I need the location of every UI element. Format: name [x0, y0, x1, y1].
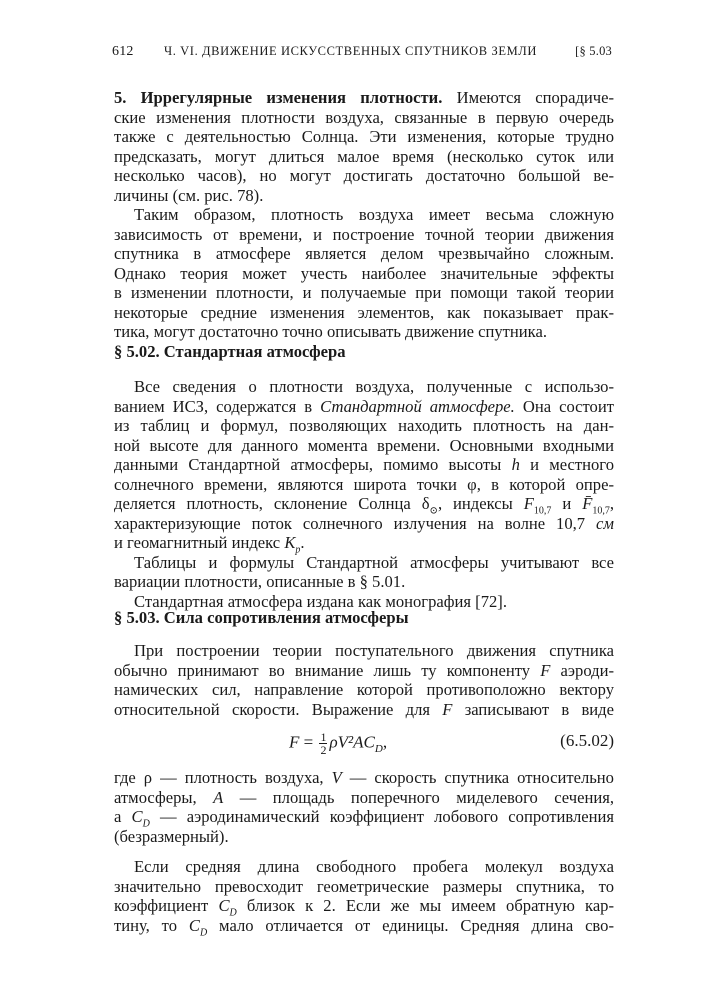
text-line: ванием ИСЗ, содержатся в Стандартной атмосфере. Она состоит — [114, 396, 614, 416]
running-title: Ч. VI. ДВИЖЕНИЕ ИСКУССТВЕННЫХ СПУТНИКОВ ЗЕМЛИ — [164, 44, 537, 58]
text-line: обычно принимают во внимание лишь ту компоненту F аэроди- — [114, 660, 614, 680]
section-5-03-definitions — [114, 768, 614, 846]
text-line: ной высоте для данного момента времени. Основными входными — [114, 435, 614, 455]
text-line: Стандартная атмосфера издана как монография [72]. — [134, 591, 507, 611]
text-line: солнечного времени, являются широта точки φ, в которой опре- — [114, 474, 614, 494]
text-line: (безразмерный). — [114, 826, 229, 846]
text-line: намических сил, направление которой противоположно вектору — [114, 680, 614, 699]
text-line: значительно превосходит геометрические размеры спутника, то — [114, 876, 614, 896]
text-line: тину, то $C_D$ мало отличается от единицы. Средняя длина сво- — [114, 915, 614, 938]
text-line: также с деятельностью Солнца. Эти изменения, которые трудно — [114, 127, 614, 146]
text-line: тика, могут достаточно точно описывать движение спутника. — [114, 322, 547, 341]
text-line: Все сведения о плотности воздуха, полученные с использо- — [134, 377, 614, 396]
formula-expression: F = $\frac{1}{2}$ $\rho V^2AC_D$, — [289, 730, 388, 757]
fraction-one-half: $\frac{1}{2}$ — [320, 730, 327, 757]
text-line: данными Стандартной атмосферы, помимо высоты h и местного — [114, 455, 614, 474]
page-number: 612 — [112, 44, 134, 59]
text-line: Однако теория может учесть наиболее значительные эффекты — [114, 263, 614, 283]
text-line: зависимость от времени, и построение точной теории движения — [114, 224, 614, 244]
text-line: в изменении плотности, и получаемые при помощи такой теории — [114, 283, 614, 302]
inline-heading: 5. Иррегулярные изменения плотности. — [114, 88, 443, 107]
section-5-02-body — [114, 377, 614, 611]
text-line: предсказать, могут длиться малое время (несколько суток или — [114, 146, 614, 166]
text-line: Таким образом, плотность воздуха имеет весьма сложную — [134, 205, 614, 224]
text-line: где ρ — плотность воздуха, V — скорость спутника относительно — [114, 768, 614, 787]
running-header — [112, 44, 612, 64]
section-5-03-intro — [114, 641, 614, 719]
text-line: несколько часов), но могут достигать достаточно большой ве- — [114, 166, 614, 185]
text-line: деляется плотность, склонение Солнца $\delta_⊙$, индексы $F_{10,7}$ и $F̄_{10,7}$, — [114, 494, 614, 517]
text-line: личины (см. рис. 78). — [114, 185, 264, 205]
section-reference: [§ 5.03 — [575, 44, 612, 58]
text-line: спутника в атмосфере является делом чрезвычайно сложным. — [114, 244, 614, 263]
text-line: и геомагнитный индекс $K_p$. — [114, 533, 305, 556]
text-line: Таблицы и формулы Стандартной атмосферы учитывают все — [134, 552, 614, 572]
section-heading-5-03: § 5.03. Сила сопротивления атмосферы — [114, 608, 409, 627]
section-5-03-last-paragraph — [114, 857, 615, 938]
text-line: характеризующие поток солнечного излучения на волне 10,7 см — [114, 513, 614, 533]
text-line: некоторые средние изменения элементов, как показывает прак- — [114, 302, 614, 322]
text-line: относительной скорости. Выражение для F записывают в виде — [114, 699, 614, 719]
section-heading-5-02: § 5.02. Стандартная атмосфера — [114, 342, 346, 361]
text-line: из таблиц и формул, позволяющих находить плотность на дан- — [114, 416, 614, 435]
text-line: вариации плотности, описанные в § 5.01. — [114, 572, 406, 591]
text-line: коэффициент $C_D$ близок к 2. Если же мы имеем обратную кар- — [114, 896, 615, 919]
text-line: Если средняя длина свободного пробега молекул воздуха — [134, 857, 614, 876]
text-line: атмосферы, A — площадь поперечного миделевого сечения, — [114, 787, 614, 807]
paragraph-irregular-density: 5. Иррегулярные изменения плотности. Имеются спорадиче- ские изменения плотности воздуха, связанные в первую очередь также с деятельностью Солнца. Эти изменения, которые трудно предсказать, могут длиться малое время (несколько суток или несколько часов), но могут достигать достаточно большой ве- личины (см. рис. 78). — [114, 88, 615, 205]
equation-number: (6.5.02) — [560, 731, 614, 750]
paragraph-summary — [114, 205, 614, 342]
text-line: а $C_D$ — аэродинамический коэффициент лобового сопротивления — [114, 807, 615, 830]
text-line: При построении теории поступательного движения спутника — [134, 641, 614, 660]
drag-force-formula — [114, 723, 614, 759]
text-line: ские изменения плотности воздуха, связанные в первую очередь — [114, 107, 614, 127]
